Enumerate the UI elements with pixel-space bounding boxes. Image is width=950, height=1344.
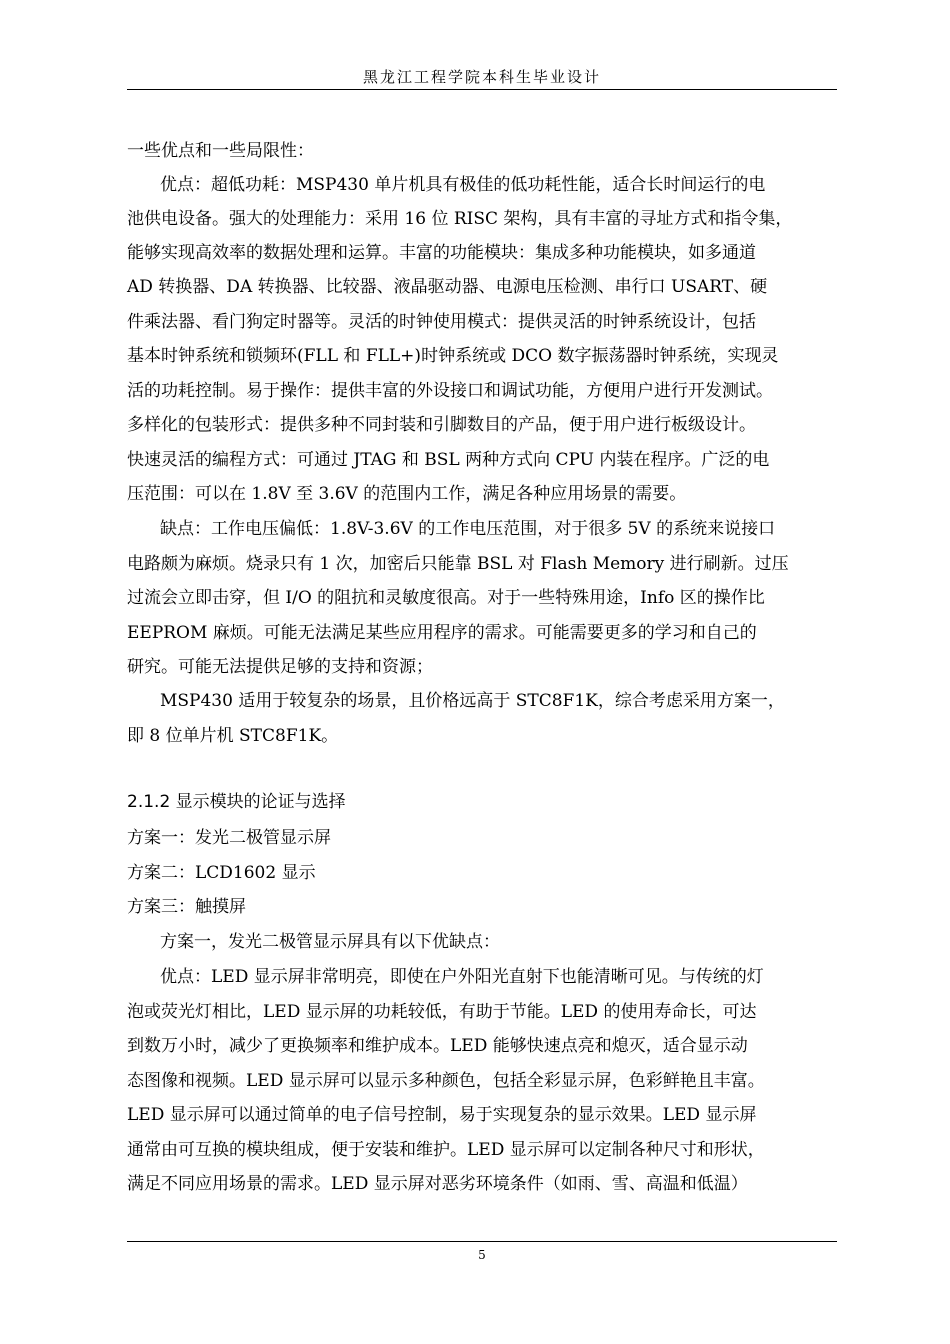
text-line: 电路颇为麻烦。烧录只有 1 次，加密后只能靠 BSL 对 Flash Memory 进行刷新。过压: [127, 554, 789, 574]
text-line: 过流会立即击穿，但 I/O 的阻抗和灵敏度很高。对于一些特殊用途，Info 区的操作比: [127, 588, 765, 608]
text-line: 态图像和视频。LED 显示屏可以显示多种颜色，包括全彩显示屏，色彩鲜艳且丰富。: [127, 1071, 765, 1091]
text-line: 快速灵活的编程方式：可通过 JTAG 和 BSL 两种方式向 CPU 内装在程序。广泛的电: [127, 450, 770, 470]
text-line: EEPROM 麻烦。可能无法满足某些应用程序的需求。可能需要更多的学习和自己的: [127, 623, 757, 643]
text-line: 活的功耗控制。易于操作：提供丰富的外设接口和调试功能，方便用户进行开发测试。: [127, 381, 773, 401]
text-line: 方案二：LCD1602 显示: [127, 863, 316, 883]
text-line: 方案三：触摸屏: [127, 897, 246, 917]
text-line: 满足不同应用场景的需求。LED 显示屏对恶劣环境条件（如雨、雪、高温和低温）: [127, 1174, 748, 1194]
header-rule: [127, 89, 837, 90]
page-number: 5: [478, 1248, 486, 1262]
text-line: 研究。可能无法提供足够的支持和资源；: [127, 657, 433, 677]
text-line: 方案一：发光二极管显示屏: [127, 828, 331, 848]
text-line: 方案一，发光二极管显示屏具有以下优缺点：: [160, 932, 500, 952]
text-line: 到数万小时，减少了更换频率和维护成本。LED 能够快速点亮和熄灭，适合显示动: [127, 1036, 748, 1056]
text-line: AD 转换器、DA 转换器、比较器、液晶驱动器、电源电压检测、串行口 USART、硬: [127, 277, 768, 297]
text-line: 基本时钟系统和锁频环(FLL 和 FLL+)时钟系统或 DCO 数字振荡器时钟系统，实现灵: [127, 346, 779, 366]
text-line: 即 8 位单片机 STC8F1K。: [127, 726, 339, 746]
section-heading: 2.1.2 显示模块的论证与选择: [127, 792, 346, 812]
text-line: 多样化的包装形式：提供多种不同封装和引脚数目的产品，便于用户进行板级设计。: [127, 415, 756, 435]
text-line: 压范围：可以在 1.8V 至 3.6V 的范围内工作，满足各种应用场景的需要。: [127, 484, 687, 504]
text-line: 件乘法器、看门狗定时器等。灵活的时钟使用模式：提供灵活的时钟系统设计，包括: [127, 312, 756, 332]
text-line: 优点：LED 显示屏非常明亮，即使在户外阳光直射下也能清晰可见。与传统的灯: [160, 967, 764, 987]
text-line: 一些优点和一些局限性：: [127, 141, 314, 161]
footer-rule: [127, 1241, 837, 1242]
text-line: 缺点：工作电压偏低：1.8V-3.6V 的工作电压范围，对于很多 5V 的系统来说接口: [160, 519, 776, 539]
text-line: LED 显示屏可以通过简单的电子信号控制，易于实现复杂的显示效果。LED 显示屏: [127, 1105, 757, 1125]
text-line: 通常由可互换的模块组成，便于安装和维护。LED 显示屏可以定制各种尺寸和形状，: [127, 1140, 765, 1160]
page-header-title: 黑龙江工程学院本科生毕业设计: [362, 68, 601, 86]
text-line: 泡或荧光灯相比，LED 显示屏的功耗较低，有助于节能。LED 的使用寿命长，可达: [127, 1002, 757, 1022]
text-line: MSP430 适用于较复杂的场景，且价格远高于 STC8F1K，综合考虑采用方案一，: [160, 691, 785, 711]
text-line: 池供电设备。强大的处理能力：采用 16 位 RISC 架构，具有丰富的寻址方式和指令集，: [127, 209, 793, 229]
text-line: 能够实现高效率的数据处理和运算。丰富的功能模块：集成多种功能模块，如多通道: [127, 243, 756, 263]
text-line: 优点：超低功耗：MSP430 单片机具有极佳的低功耗性能，适合长时间运行的电: [160, 175, 766, 195]
